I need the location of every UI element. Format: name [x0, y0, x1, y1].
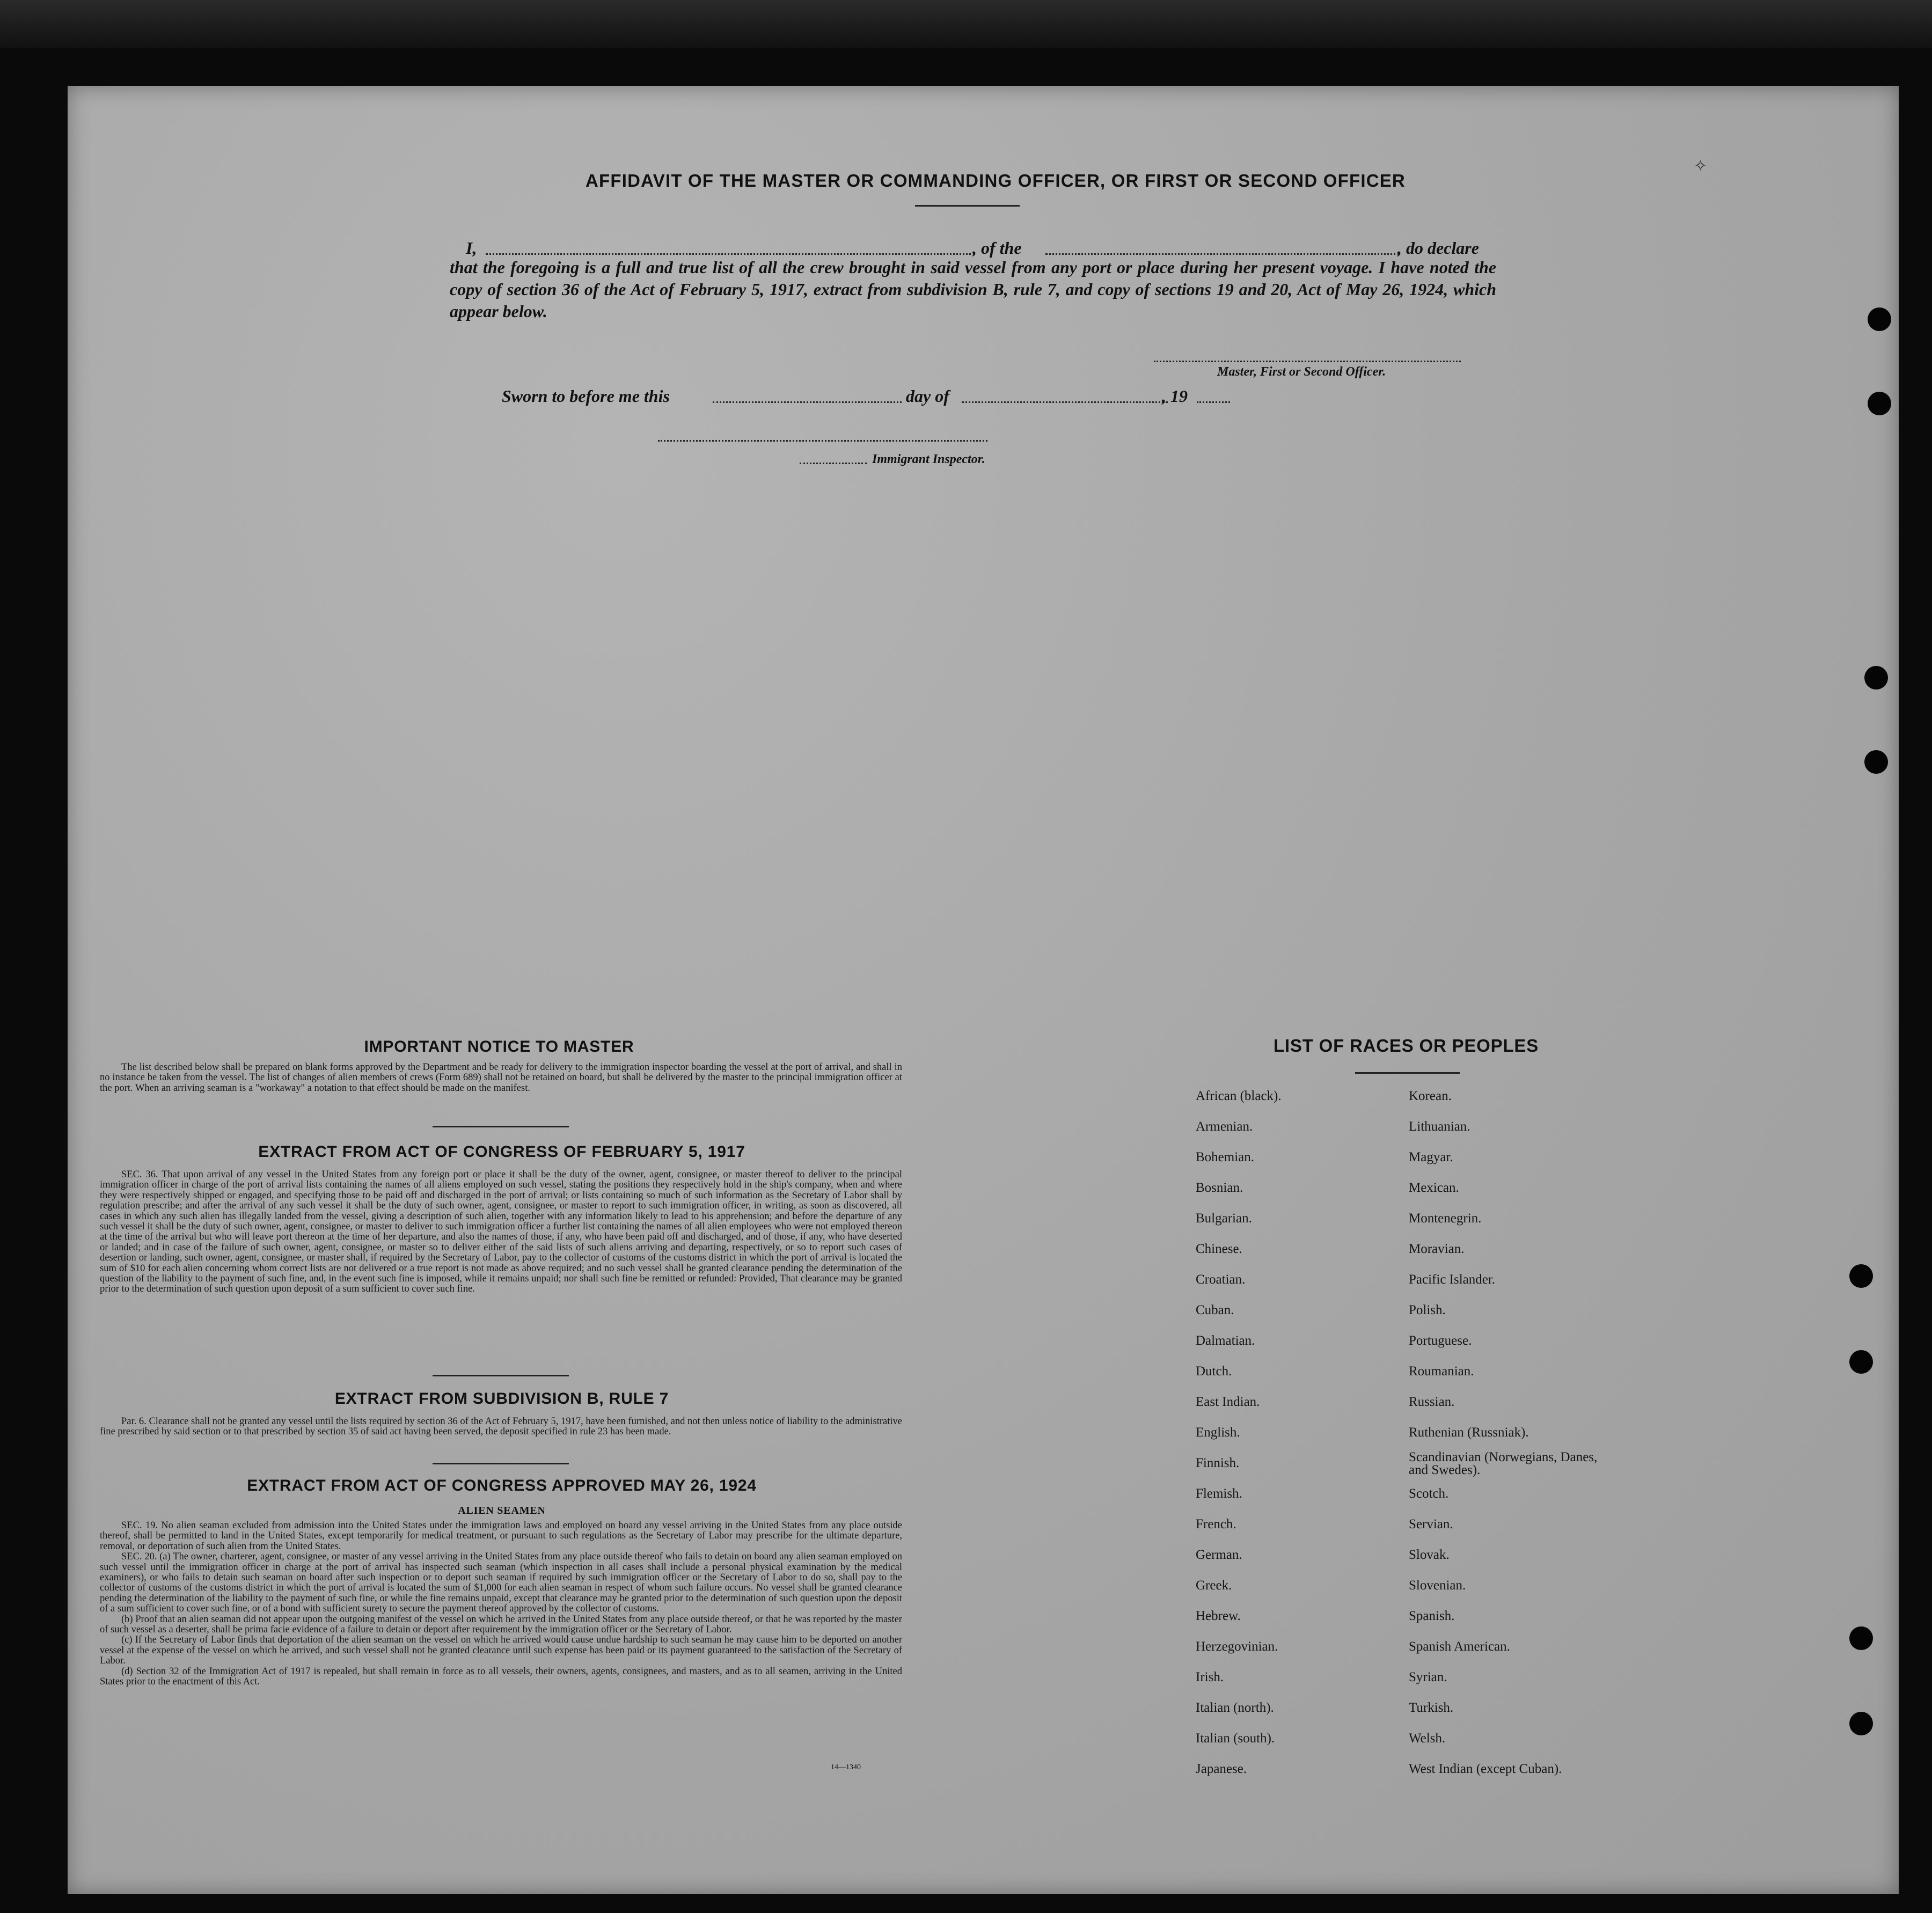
race-item: Russian.: [1409, 1395, 1455, 1409]
year-text: , 19: [1162, 386, 1188, 406]
race-item: Herzegovinian.: [1196, 1639, 1278, 1654]
master-caption: Master, First or Second Officer.: [1217, 365, 1386, 379]
rule7-text: [100, 1417, 902, 1438]
month-blank: [962, 401, 1168, 403]
affidavit-of-the: , of the: [972, 238, 1022, 258]
inspector-lead-dots: [800, 463, 867, 464]
extract-1917-title: EXTRACT FROM ACT OF CONGRESS OF FEBRUARY 5, 1917: [258, 1143, 745, 1161]
race-item: Bulgarian.: [1196, 1211, 1252, 1226]
race-item: African (black).: [1196, 1089, 1282, 1103]
title-underline: [915, 205, 1020, 207]
race-item: Korean.: [1409, 1089, 1452, 1103]
sec20c-paragraph: (c) If the Secretary of Labor finds that deportation of the alien seaman on the vessel on which he arrived would cause undue hardship to such seaman he may cause him to be deported on another vessel at the expense of the vessel on which he arrived, and such vessel shall not be granted clearance until such expense has been paid or its payment guaranteed to the satisfaction of the Secretary of Labor.: [100, 1635, 902, 1667]
notice-title: IMPORTANT NOTICE TO MASTER: [364, 1038, 634, 1056]
master-signature-line: [1154, 361, 1461, 362]
race-item: Montenegrin.: [1409, 1211, 1482, 1226]
section-divider: [433, 1375, 569, 1376]
name-blank: [486, 253, 975, 255]
race-item: Irish.: [1196, 1670, 1224, 1684]
extract-1924-text: [100, 1521, 902, 1688]
race-item: Italian (north).: [1196, 1701, 1274, 1715]
races-title-underline: [1355, 1072, 1460, 1074]
race-item: Scotch.: [1409, 1486, 1449, 1501]
races-title: LIST OF RACES OR PEOPLES: [1273, 1036, 1539, 1056]
extract-1917-text: [100, 1170, 902, 1295]
punch-hole: [1849, 1264, 1873, 1288]
race-item: Japanese.: [1196, 1762, 1247, 1776]
race-item: Bosnian.: [1196, 1181, 1243, 1195]
race-item: West Indian (except Cuban).: [1409, 1762, 1562, 1776]
punch-hole: [1849, 1350, 1873, 1374]
race-item: Slovak.: [1409, 1548, 1450, 1562]
race-item: Finnish.: [1196, 1456, 1240, 1470]
alien-seamen-subtitle: ALIEN SEAMEN: [458, 1505, 546, 1516]
punch-hole: [1864, 750, 1888, 774]
race-item: Mexican.: [1409, 1181, 1459, 1195]
extract-1924-title: EXTRACT FROM ACT OF CONGRESS APPROVED MAY 26, 1924: [247, 1477, 757, 1494]
race-item: Chinese.: [1196, 1242, 1242, 1256]
affidavit-title: AFFIDAVIT OF THE MASTER OR COMMANDING OFFICER, OR FIRST OR SECOND OFFICER: [586, 171, 1406, 190]
race-item: Scandinavian (Norwegians, Danes, and Swedes).: [1409, 1450, 1598, 1477]
race-item: Hebrew.: [1196, 1609, 1241, 1623]
race-item: Portuguese.: [1409, 1333, 1472, 1348]
section-divider: [433, 1463, 569, 1464]
section-divider: [433, 1126, 569, 1127]
sec20d-paragraph: (d) Section 32 of the Immigration Act of 1917 is repealed, but shall remain in force as to all vessels, their owners, agents, consignees, and masters, and as to all seamen, arriving in the United States prior to the enactment of this Act.: [100, 1666, 902, 1688]
punch-hole: [1864, 666, 1888, 690]
notice-paragraph: The list described below shall be prepared on blank forms approved by the Department and be ready for delivery to the immigration inspector boarding the vessel at the port of arrival, and shall in no instance be taken from the vessel. The list of changes of alien members of crews (Form 689) shall not be retained on board, but shall be delivered by the master to the principal immigration officer at the port. When an arriving seaman is a "workaway" a notation to that effect should be made on the manifest.: [100, 1062, 902, 1094]
race-item: Welsh.: [1409, 1731, 1446, 1746]
race-item: Bohemian.: [1196, 1150, 1255, 1164]
day-of-text: day of: [906, 386, 949, 406]
race-item: Ruthenian (Russniak).: [1409, 1425, 1529, 1440]
race-item: Croatian.: [1196, 1272, 1246, 1287]
race-item: German.: [1196, 1548, 1242, 1562]
sec19-paragraph: SEC. 19. No alien seaman excluded from admission into the United States under the immigration laws and employed on board any vessel arriving in the United States from any place outside thereof, shall be permitted to land in the United States, except temporarily for medical treatment, or pursuant to such regulations as the Secretary of Labor may prescribe for the ultimate departure, removal, or deportation of such alien from the United States.: [100, 1520, 902, 1552]
race-item: Dalmatian.: [1196, 1333, 1255, 1348]
sworn-day-blank: [713, 401, 902, 403]
rule7-title: EXTRACT FROM SUBDIVISION B, RULE 7: [334, 1390, 669, 1408]
race-item: East Indian.: [1196, 1395, 1260, 1409]
sec20a-paragraph: SEC. 20. (a) The owner, charterer, agent, consignee, or master of any vessel arriving in the United States from any place outside thereof who fails to detain on board any alien seaman employed on such vessel until the immigration officer in charge at the port of arrival has inspected such seaman (which inspection in all cases shall include a personal physical examination by the medical examiners), or who fails to detain such seaman on board after such inspection or to deport such seaman if required by such immigration officer or the Secretary of Labor to do so, shall pay to the collector of customs of the customs district in which the port of arrival is located the sum of $1,000 for each alien seaman in respect of whom such failure occurs. No vessel shall be granted clearance pending the determination of the liability to the payment of such fine, or while the fine remains unpaid, except that clearance may be granted prior to the determination of such question upon the deposit of a sum sufficient to cover such fine, or of a bond with sufficient surety to secure the payment thereof approved by the collector of customs.: [100, 1551, 902, 1615]
punch-hole: [1849, 1712, 1873, 1735]
notice-text: [100, 1062, 902, 1094]
race-item: Spanish.: [1409, 1609, 1455, 1623]
race-item: French.: [1196, 1517, 1236, 1531]
par6-paragraph: Par. 6. Clearance shall not be granted any vessel until the lists required by section 36 of the Act of February 5, 1917, have been furnished, and not then unless notice of liability to the administrative fine prescribed by said section or to that prescribed by section 35 of said act having been served, the deposit specified in rule 23 has been made.: [100, 1416, 902, 1438]
race-item: Syrian.: [1409, 1670, 1447, 1684]
sec36-paragraph: SEC. 36. That upon arrival of any vessel in the United States from any foreign port or place it shall be the duty of the owner, agent, consignee, or master thereof to deliver to the principal immigration officer in charge of the port of arrival lists containing the names of all aliens employed on such vessel, stating the positions they respectively hold in the ship's company, when and where they were respectively shipped or engaged, and specifying those to be paid off and discharged in the port of arrival; or lists containing so much of such information as the Secretary of Labor shall by regulation prescribe; and after the arrival of any such vessel it shall be the duty of such owner, agent, consignee, or master to report to such immigration officer, in writing, as soon as discovered, all cases in which any such alien has illegally landed from the vessel, giving a description of such alien, together with any information likely to lead to his apprehension; and before the departure of any such vessel it shall be the duty of such owner, agent, consignee, or master to deliver to such immigration officer a further list containing the names of all alien employees who were not employed thereon at the time of the arrival but who will leave port thereon at the time of her departure, and also the names of those, if any, who have been paid off and discharged, and of those, if any, who have deserted or landed; and in case of the failure of such owner, agent, consignee, or master so to deliver either of the said lists of such aliens arriving and departing, respectively, or so to report such cases of desertion or landing, such owner, agent, consignee, or master shall, if required by the Secretary of Labor, pay to the collector of customs of the customs district in which the port of arrival is located the sum of $10 for each alien concerning whom correct lists are not delivered or a true report is not made as above required; and no such vessel shall be granted clearance pending the determination of the question of the liability to the payment of such fine, and, in the event such fine is imposed, while it remains unpaid; nor shall such fine be remitted or refunded: Provided, That clearance may be granted prior to the determination of such question upon deposit of a sum sufficient to cover such fine.: [100, 1169, 902, 1295]
race-item: Servian.: [1409, 1517, 1453, 1531]
race-item: Spanish American.: [1409, 1639, 1510, 1654]
race-item: Italian (south).: [1196, 1731, 1275, 1746]
race-item: Lithuanian.: [1409, 1119, 1470, 1134]
race-item: Polish.: [1409, 1303, 1446, 1317]
race-item: English.: [1196, 1425, 1240, 1440]
inspector-signature-line: [658, 440, 987, 442]
race-item: Magyar.: [1409, 1150, 1453, 1164]
punch-hole: [1868, 392, 1891, 415]
race-item: Moravian.: [1409, 1242, 1465, 1256]
scan-top-edge: [0, 0, 1932, 48]
sec20b-paragraph: (b) Proof that an alien seaman did not appear upon the outgoing manifest of the vessel on which he arrived in the United States from any place outside thereof, or that he was reported by the master of such vessel as a deserter, shall be prima facie evidence of a failure to detain or deport after requirement by the immigration officer or the Secretary of Labor.: [100, 1614, 902, 1636]
affidavit-declare: , do declare: [1397, 238, 1479, 258]
affidavit-i: I,: [466, 238, 477, 258]
race-item: Cuban.: [1196, 1303, 1234, 1317]
corner-mark: ✧: [1694, 157, 1708, 175]
sworn-text: Sworn to before me this: [502, 386, 670, 406]
race-item: Flemish.: [1196, 1486, 1242, 1501]
affidavit-statement: that the foregoing is a full and true list of all the crew brought in said vessel from any port or place during her present voyage. I have noted the copy of section 36 of the Act of February 5, 1917, extract from subdivision B, rule 7, and copy of sections 19 and 20, Act of May 26, 1924, which appear below.: [450, 258, 1496, 321]
race-item: Pacific Islander.: [1409, 1272, 1496, 1287]
race-item: Roumanian.: [1409, 1364, 1474, 1379]
punch-hole: [1849, 1626, 1873, 1650]
race-item: Dutch.: [1196, 1364, 1232, 1379]
vessel-blank: [1045, 253, 1400, 255]
race-item: Turkish.: [1409, 1701, 1454, 1715]
race-item: Greek.: [1196, 1578, 1232, 1593]
punch-hole: [1868, 307, 1891, 331]
year-blank: [1197, 401, 1230, 403]
form-number: 14—1340: [831, 1763, 861, 1771]
race-item: Slovenian.: [1409, 1578, 1466, 1593]
race-item: Armenian.: [1196, 1119, 1253, 1134]
inspector-caption: Immigrant Inspector.: [872, 452, 985, 466]
